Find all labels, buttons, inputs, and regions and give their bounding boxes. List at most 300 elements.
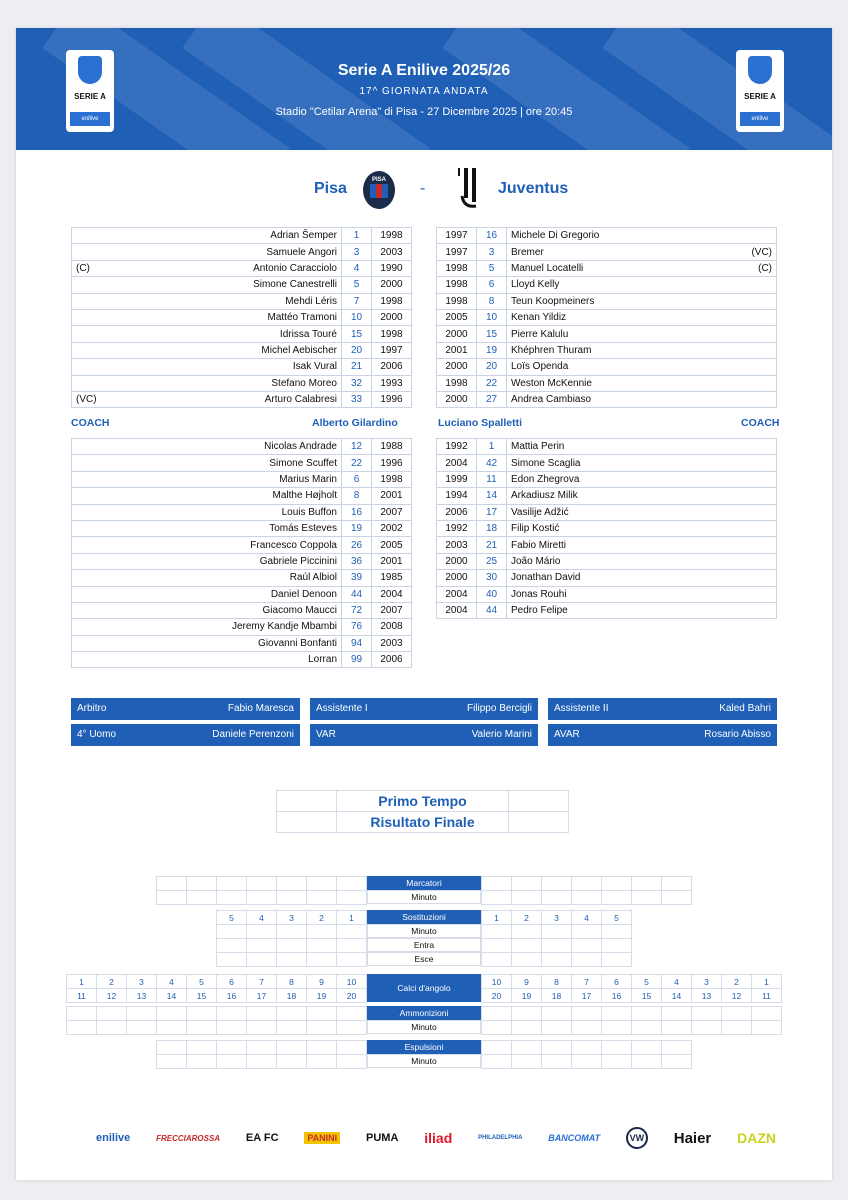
stat-cell: 1: [482, 911, 512, 925]
official-avar: AVAR Rosario Abisso: [548, 724, 777, 746]
stat-cell: [602, 925, 632, 939]
scorers-grid-home: [156, 876, 367, 905]
player-name: [72, 244, 342, 260]
stat-cell: [722, 1021, 752, 1035]
stat-cell: 5: [632, 975, 662, 989]
header-banner: [16, 28, 832, 150]
stat-cell: [542, 1021, 572, 1035]
stat-cell: 18: [542, 989, 572, 1003]
birth-year: 1988: [372, 439, 412, 455]
stat-cell: [217, 925, 247, 939]
player-name-text: Jeremy Kandje Mbambi: [231, 621, 337, 633]
player-name-text: Francesco Coppola: [250, 539, 337, 551]
birth-year: 1992: [437, 439, 477, 455]
birth-year: 1997: [372, 342, 412, 358]
shirt-number: 21: [342, 359, 372, 375]
stat-cell: [512, 1041, 542, 1055]
bookings-label: Ammonizioni: [367, 1006, 481, 1020]
stat-cell: [307, 953, 337, 967]
stat-cell: [692, 1007, 722, 1021]
away_starters-row: [437, 260, 777, 276]
stat-cell: [217, 1007, 247, 1021]
birth-year: 1998: [437, 293, 477, 309]
player-name-text: Idrissa Touré: [279, 328, 337, 340]
stat-cell: 12: [722, 989, 752, 1003]
stat-cell: [307, 939, 337, 953]
shirt-number: 3: [342, 244, 372, 260]
stat-cell: [722, 1007, 752, 1021]
stat-cell: [482, 1007, 512, 1021]
player-name: [72, 471, 342, 487]
player-name: [72, 228, 342, 244]
away_subs-row: [437, 537, 777, 553]
home_subs-row: [72, 619, 412, 635]
player-name: [507, 570, 777, 586]
pisa-crest-icon: [362, 170, 396, 210]
home_starters-row: [72, 391, 412, 407]
stat-cell: [602, 1055, 632, 1069]
shirt-number: 8: [342, 488, 372, 504]
stat-cell: [572, 939, 602, 953]
stat-cell: [337, 1007, 367, 1021]
shirt-number: 10: [342, 309, 372, 325]
stat-cell: 8: [277, 975, 307, 989]
stat-cell: [752, 1007, 782, 1021]
player-name: [507, 375, 777, 391]
birth-year: 2008: [372, 619, 412, 635]
player-name: [72, 488, 342, 504]
home_subs-row: [72, 635, 412, 651]
away_subs-row: [437, 455, 777, 471]
stat-cell: [307, 877, 337, 891]
shirt-number: 22: [477, 375, 507, 391]
stat-cell: 9: [512, 975, 542, 989]
player-name-text: Simone Canestrelli: [253, 279, 337, 291]
player-name-text: Samuele Angori: [266, 246, 337, 258]
juventus-crest-icon: [456, 166, 486, 210]
home_subs-row: [72, 537, 412, 553]
player-name-text: Fabio Miretti: [511, 539, 567, 551]
birth-year: 1996: [372, 455, 412, 471]
shirt-number: 1: [477, 439, 507, 455]
stat-cell: 11: [752, 989, 782, 1003]
stat-cell: [337, 1041, 367, 1055]
player-name: [507, 293, 777, 309]
player-name-text: Vasilije Adžić: [511, 506, 569, 518]
player-name-text: Manuel Locatelli: [511, 262, 584, 274]
player-name: [72, 635, 342, 651]
stat-cell: 5: [187, 975, 217, 989]
stat-cell: [662, 891, 692, 905]
player-name: [507, 391, 777, 407]
player-name: [507, 228, 777, 244]
birth-year: 2001: [372, 553, 412, 569]
player-name: [507, 504, 777, 520]
birth-year: 2004: [437, 455, 477, 471]
birth-year: 2003: [437, 537, 477, 553]
player-name-text: Adrian Šemper: [270, 230, 337, 242]
shirt-number: 15: [477, 326, 507, 342]
stat-cell: [572, 953, 602, 967]
sponsor-puma-logo: PUMA: [366, 1132, 399, 1144]
stat-cell: [307, 1041, 337, 1055]
away_subs-row: [437, 439, 777, 455]
stat-cell: [602, 1007, 632, 1021]
stat-cell: [247, 1007, 277, 1021]
stat-cell: [542, 925, 572, 939]
away-starters-table: [436, 227, 777, 408]
player-name-text: Raúl Albiol: [289, 572, 337, 584]
home_subs-row: [72, 570, 412, 586]
final-result-label: Risultato Finale: [337, 812, 509, 833]
stat-cell: 3: [692, 975, 722, 989]
expulsions-grid-away: [481, 1040, 692, 1069]
corners-grid-away: [481, 974, 782, 1003]
shirt-number: 33: [342, 391, 372, 407]
player-name: [507, 455, 777, 471]
player-name-text: Kenan Yildiz: [511, 312, 567, 324]
shirt-number: 3: [477, 244, 507, 260]
stat-cell: [572, 1007, 602, 1021]
player-name-text: Edon Zhegrova: [511, 473, 580, 485]
player-name: [507, 602, 777, 618]
stat-cell: [97, 1007, 127, 1021]
stat-cell: [602, 1041, 632, 1055]
player-name-text: Michel Aebischer: [261, 344, 337, 356]
stat-cell: [542, 1007, 572, 1021]
shirt-number: 42: [477, 455, 507, 471]
corners-label: Calci d'angolo: [367, 974, 481, 1002]
shirt-number: 72: [342, 602, 372, 618]
player-name-text: Loïs Openda: [511, 361, 569, 373]
away-team-name: Juventus: [498, 180, 569, 197]
home_subs-row: [72, 488, 412, 504]
stat-cell: [337, 891, 367, 905]
stat-cell: [482, 939, 512, 953]
stat-cell: [752, 1021, 782, 1035]
birth-year: 1998: [372, 471, 412, 487]
away_starters-row: [437, 342, 777, 358]
home_starters-row: [72, 375, 412, 391]
player-name-text: Mattia Perin: [511, 441, 565, 453]
stat-cell: 11: [67, 989, 97, 1003]
sponsor-iliad-logo: iliad: [424, 1130, 453, 1146]
away_starters-row: [437, 244, 777, 260]
player-name-text: Marius Marin: [279, 473, 337, 485]
player-name: [507, 277, 777, 293]
shirt-number: 6: [477, 277, 507, 293]
stat-cell: 4: [157, 975, 187, 989]
stat-cell: [572, 1055, 602, 1069]
shirt-number: 17: [477, 504, 507, 520]
home-team-name: Pisa: [314, 180, 347, 197]
player-name-text: Louis Buffon: [281, 506, 337, 518]
birth-year: 2005: [437, 309, 477, 325]
player-name: [72, 652, 342, 668]
official-assistant-1: Assistente I Filippo Bercigli: [310, 698, 538, 720]
home_starters-row: [72, 342, 412, 358]
stat-cell: [187, 891, 217, 905]
expulsions-grid-home: [156, 1040, 367, 1069]
stat-cell: [662, 877, 692, 891]
stat-cell: 14: [157, 989, 187, 1003]
stat-cell: [662, 1021, 692, 1035]
stat-cell: 4: [247, 911, 277, 925]
player-name-text: Andrea Cambiaso: [511, 394, 592, 406]
substitutions-label: Sostituzioni: [367, 910, 481, 924]
stat-cell: [127, 1007, 157, 1021]
stat-cell: [217, 877, 247, 891]
birth-year: 2001: [372, 488, 412, 504]
sponsor-frecciarossa-logo: FRECCIAROSSA: [156, 1133, 221, 1143]
player-name: [72, 586, 342, 602]
stat-cell: [542, 877, 572, 891]
away-subs-table: [436, 438, 777, 619]
score-table: [276, 790, 569, 833]
birth-year: 2003: [372, 244, 412, 260]
scorers-label: Marcatori: [367, 876, 481, 890]
birth-year: 2006: [372, 359, 412, 375]
player-role-tag: (C): [76, 262, 90, 274]
stat-cell: [337, 953, 367, 967]
away_subs-row: [437, 504, 777, 520]
stat-cell: [67, 1007, 97, 1021]
stat-cell: [217, 1055, 247, 1069]
stat-cell: [482, 953, 512, 967]
bookings-grid-home: [66, 1006, 367, 1035]
stat-cell: 10: [337, 975, 367, 989]
player-name-text: Pierre Kalulu: [511, 328, 569, 340]
player-name-text: Nicolas Andrade: [264, 441, 337, 453]
sponsor-panini-logo: PANINI: [304, 1132, 340, 1144]
player-name-text: Simone Scuffet: [269, 457, 337, 469]
player-name: [507, 359, 777, 375]
venue-datetime: Stadio "Cetilar Arena" di Pisa - 27 Dicembre 2025 | ore 20:45: [275, 106, 573, 118]
home_starters-row: [72, 244, 412, 260]
stat-cell: [482, 1041, 512, 1055]
stat-cell: 1: [337, 911, 367, 925]
stat-cell: [482, 877, 512, 891]
player-name: [507, 244, 777, 260]
birth-year: 2006: [372, 652, 412, 668]
stat-cell: [247, 953, 277, 967]
player-name: [72, 504, 342, 520]
home_starters-row: [72, 260, 412, 276]
stat-cell: [157, 891, 187, 905]
player-role-tag: (VC): [76, 394, 97, 406]
player-name: [507, 439, 777, 455]
stat-cell: [247, 1021, 277, 1035]
serie-a-logo-left: SERIE A enilive: [66, 50, 114, 132]
stat-cell: 18: [277, 989, 307, 1003]
stat-cell: [542, 891, 572, 905]
stat-cell: [157, 1021, 187, 1035]
birth-year: 1997: [437, 244, 477, 260]
birth-year: 1998: [437, 260, 477, 276]
stat-cell: [662, 1007, 692, 1021]
away-coach-label: COACH: [741, 417, 780, 429]
stat-cell: 17: [247, 989, 277, 1003]
stat-cell: 2: [97, 975, 127, 989]
shirt-number: 6: [342, 471, 372, 487]
stat-cell: [67, 1021, 97, 1035]
player-name-text: João Mário: [511, 555, 561, 567]
shirt-number: 76: [342, 619, 372, 635]
stat-cell: [482, 1021, 512, 1035]
serie-a-logo-right: SERIE A enilive: [736, 50, 784, 132]
stat-cell: 3: [127, 975, 157, 989]
shirt-number: 5: [477, 260, 507, 276]
stat-cell: [157, 1041, 187, 1055]
birth-year: 1993: [372, 375, 412, 391]
shirt-number: 7: [342, 293, 372, 309]
player-name: [72, 309, 342, 325]
player-name-text: Isak Vural: [292, 361, 337, 373]
stat-cell: [187, 1021, 217, 1035]
birth-year: 2004: [437, 602, 477, 618]
shirt-number: 21: [477, 537, 507, 553]
stat-cell: 1: [67, 975, 97, 989]
shirt-number: 99: [342, 652, 372, 668]
stat-cell: 5: [217, 911, 247, 925]
official-referee: Arbitro Fabio Maresca: [71, 698, 300, 720]
stat-cell: [217, 1021, 247, 1035]
away_subs-row: [437, 488, 777, 504]
player-name: [72, 260, 342, 276]
player-role-tag: (C): [758, 262, 772, 274]
player-name: [507, 520, 777, 536]
teams-row: [16, 166, 832, 210]
away_starters-row: [437, 375, 777, 391]
subs-minute-label: Minuto: [367, 924, 481, 938]
birth-year: 2004: [372, 586, 412, 602]
stat-cell: [602, 1021, 632, 1035]
player-name-text: Lloyd Kelly: [511, 279, 560, 291]
stat-cell: 9: [307, 975, 337, 989]
stat-cell: [277, 1055, 307, 1069]
shirt-number: 4: [342, 260, 372, 276]
stat-cell: [512, 925, 542, 939]
home_starters-row: [72, 293, 412, 309]
birth-year: 2007: [372, 504, 412, 520]
stat-cell: [632, 877, 662, 891]
away_starters-row: [437, 293, 777, 309]
sponsor-vw-logo: VW: [626, 1127, 648, 1149]
stat-cell: 13: [127, 989, 157, 1003]
player-name: [72, 619, 342, 635]
stat-cell: 12: [97, 989, 127, 1003]
stat-cell: [602, 939, 632, 953]
stat-cell: [602, 877, 632, 891]
bookings-grid-away: [481, 1006, 782, 1035]
stat-cell: 3: [542, 911, 572, 925]
shirt-number: 44: [477, 602, 507, 618]
stat-cell: 16: [602, 989, 632, 1003]
stat-cell: [217, 939, 247, 953]
away_starters-row: [437, 359, 777, 375]
birth-year: 1998: [437, 375, 477, 391]
player-name-text: Mehdi Léris: [285, 295, 337, 307]
stat-cell: [247, 891, 277, 905]
home-coach-name: Alberto Gilardino: [312, 417, 398, 429]
subs-grid-away: [481, 910, 632, 967]
corners-grid-home: [66, 974, 367, 1003]
player-name: [507, 260, 777, 276]
home_subs-row: [72, 553, 412, 569]
birth-year: 2006: [437, 504, 477, 520]
player-name-text: Jonas Rouhi: [511, 588, 567, 600]
stat-cell: [602, 891, 632, 905]
stat-cell: [307, 1055, 337, 1069]
subs-out-label: Esce: [367, 952, 481, 966]
home_subs-row: [72, 602, 412, 618]
player-name-text: Giovanni Bonfanti: [258, 637, 337, 649]
stat-cell: [277, 953, 307, 967]
stat-cell: 7: [247, 975, 277, 989]
player-name-text: Daniel Denoon: [270, 588, 337, 600]
player-name-text: Arturo Calabresi: [264, 394, 337, 406]
stat-cell: [662, 1041, 692, 1055]
stat-cell: [512, 1021, 542, 1035]
birth-year: 1998: [372, 293, 412, 309]
shirt-number: 44: [342, 586, 372, 602]
stat-cell: [307, 1007, 337, 1021]
away_subs-row: [437, 553, 777, 569]
birth-year: 2000: [372, 277, 412, 293]
birth-year: 1999: [437, 471, 477, 487]
player-name: [72, 455, 342, 471]
stat-cell: [307, 925, 337, 939]
player-name: [507, 553, 777, 569]
player-name: [507, 471, 777, 487]
home_starters-row: [72, 359, 412, 375]
player-name-text: Simone Scaglia: [511, 457, 581, 469]
expulsions-label: Espulsioni: [367, 1040, 481, 1054]
stat-cell: [217, 891, 247, 905]
shirt-number: 20: [477, 359, 507, 375]
player-name-text: Lorran: [308, 654, 337, 666]
player-name-text: Antonio Caracciolo: [253, 262, 337, 274]
scorers-grid-away: [481, 876, 692, 905]
player-name-text: Pedro Felipe: [511, 605, 568, 617]
player-name-text: Stefano Moreo: [271, 377, 337, 389]
shirt-number: 36: [342, 553, 372, 569]
player-name: [72, 602, 342, 618]
stat-cell: [572, 891, 602, 905]
first-half-label: Primo Tempo: [337, 791, 509, 812]
stat-cell: [307, 891, 337, 905]
stat-cell: [337, 939, 367, 953]
stat-cell: 19: [307, 989, 337, 1003]
stat-cell: [127, 1021, 157, 1035]
shirt-number: 19: [477, 342, 507, 358]
shirt-number: 20: [342, 342, 372, 358]
stat-cell: [337, 877, 367, 891]
expulsions-minute-label: Minuto: [367, 1054, 481, 1068]
birth-year: 1992: [437, 520, 477, 536]
shirt-number: 10: [477, 309, 507, 325]
player-name: [72, 359, 342, 375]
player-name: [72, 537, 342, 553]
stat-cell: [632, 1021, 662, 1035]
home-coach-label: COACH: [71, 417, 110, 429]
birth-year: 2000: [437, 326, 477, 342]
stat-cell: [542, 1055, 572, 1069]
stat-cell: 17: [572, 989, 602, 1003]
stat-cell: [542, 1041, 572, 1055]
player-name: [72, 570, 342, 586]
away_subs-row: [437, 586, 777, 602]
